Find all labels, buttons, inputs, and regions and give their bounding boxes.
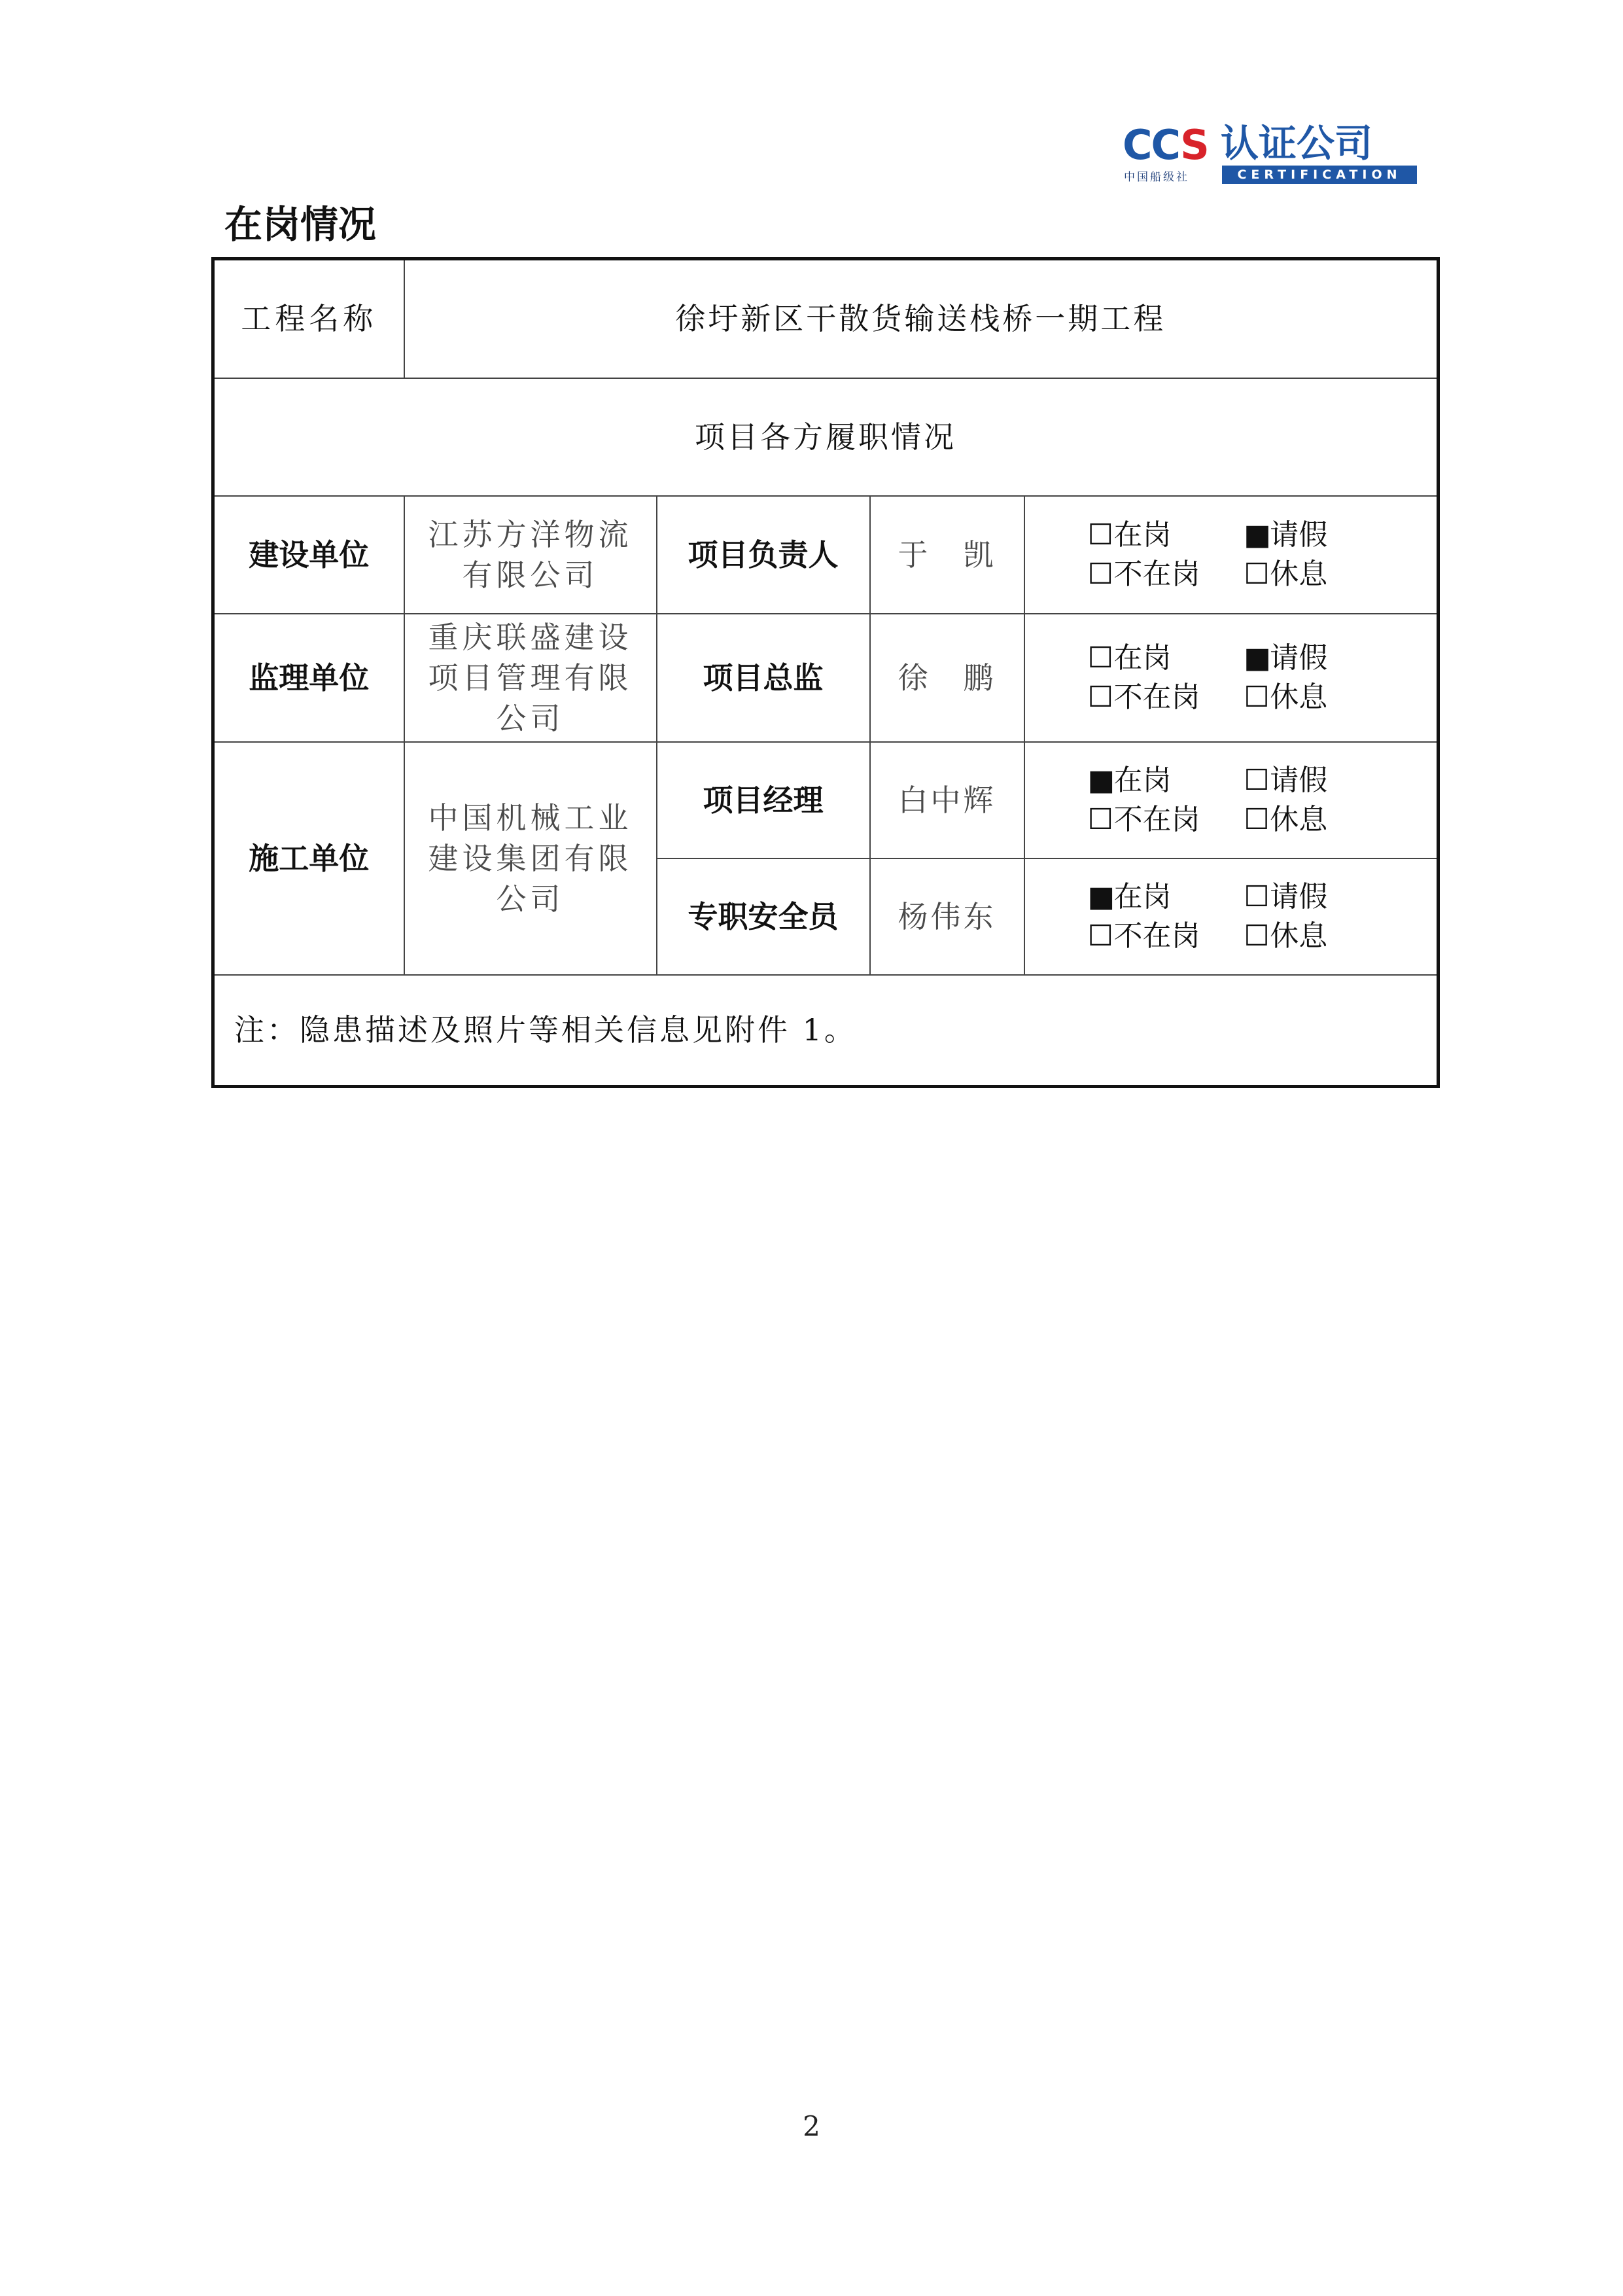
ccs-wordmark: CCS xyxy=(1123,121,1208,169)
table-row xyxy=(213,614,1439,742)
section-title: 在岗情况 xyxy=(224,202,377,247)
unit-label: 建设单位 xyxy=(213,496,404,614)
status-option[interactable]: ☐休息 xyxy=(1244,917,1400,956)
status-option[interactable]: ☐不在岗 xyxy=(1088,555,1244,594)
status-option[interactable]: ☐请假 xyxy=(1244,761,1400,800)
unit-label: 监理单位 xyxy=(213,614,404,742)
project-label: 工程名称 xyxy=(213,259,404,378)
project-name: 徐圩新区干散货输送栈桥一期工程 xyxy=(404,259,1439,378)
org-name: 中国机械工业建设集团有限公司 xyxy=(404,742,657,975)
table-row xyxy=(213,496,1439,614)
status-option[interactable]: ☐不在岗 xyxy=(1088,917,1244,956)
unit-label: 施工单位 xyxy=(213,742,404,975)
page-number: 2 xyxy=(803,2110,820,2142)
status-option[interactable]: ☐休息 xyxy=(1244,555,1400,594)
checkbox-icon: ■ xyxy=(1244,641,1271,675)
checkbox-icon: ☐ xyxy=(1244,802,1270,836)
person-name: 于 凯 xyxy=(870,496,1024,614)
status-option[interactable]: ☐不在岗 xyxy=(1088,678,1244,717)
org-name: 江苏方洋物流有限公司 xyxy=(404,496,657,614)
checkbox-icon: ☐ xyxy=(1244,763,1270,797)
checkbox-icon: ☐ xyxy=(1087,641,1113,675)
role-label: 专职安全员 xyxy=(657,858,870,975)
status-cell xyxy=(1024,496,1439,614)
checkbox-icon: ■ xyxy=(1087,763,1115,797)
status-option[interactable]: ☐休息 xyxy=(1244,800,1400,839)
checkbox-icon: ☐ xyxy=(1087,518,1113,552)
duties-header-row xyxy=(213,378,1439,496)
project-row xyxy=(213,259,1439,378)
checkbox-icon: ☐ xyxy=(1244,680,1270,714)
table-row xyxy=(213,742,1439,858)
status-option[interactable]: ■在岗 xyxy=(1088,877,1244,917)
checkbox-icon: ☐ xyxy=(1087,919,1113,953)
status-option[interactable]: ☐请假 xyxy=(1244,877,1400,917)
person-name: 白中辉 xyxy=(870,742,1024,858)
checkbox-icon: ☐ xyxy=(1244,879,1270,913)
person-name: 徐 鹏 xyxy=(870,614,1024,742)
checkbox-icon: ☐ xyxy=(1244,919,1270,953)
logo-brand-en: CERTIFICATION xyxy=(1222,166,1417,184)
org-name: 重庆联盛建设项目管理有限公司 xyxy=(404,614,657,742)
duties-header: 项目各方履职情况 xyxy=(213,378,1439,496)
status-option[interactable]: ☐在岗 xyxy=(1088,516,1244,555)
role-label: 项目总监 xyxy=(657,614,870,742)
note-row xyxy=(213,975,1439,1087)
status-option[interactable]: ■在岗 xyxy=(1088,761,1244,800)
role-label: 项目经理 xyxy=(657,742,870,858)
status-cell xyxy=(1024,614,1439,742)
checkbox-icon: ☐ xyxy=(1087,802,1113,836)
status-cell xyxy=(1024,742,1439,858)
logo-subtitle: 中国船级社 xyxy=(1124,171,1189,184)
checkbox-icon: ■ xyxy=(1244,518,1271,552)
duty-table xyxy=(211,257,1440,1088)
status-cell xyxy=(1024,858,1439,975)
logo-brand-cn: 认证公司 xyxy=(1221,121,1373,166)
person-name: 杨伟东 xyxy=(870,858,1024,975)
ccs-logo xyxy=(1123,122,1417,186)
checkbox-icon: ☐ xyxy=(1244,557,1270,591)
role-label: 项目负责人 xyxy=(657,496,870,614)
note-text: 注：隐患描述及照片等相关信息见附件 1。 xyxy=(213,975,1439,1087)
status-option[interactable]: ☐在岗 xyxy=(1088,639,1244,678)
checkbox-icon: ■ xyxy=(1087,879,1115,913)
status-option[interactable]: ☐不在岗 xyxy=(1088,800,1244,839)
checkbox-icon: ☐ xyxy=(1087,557,1113,591)
checkbox-icon: ☐ xyxy=(1087,680,1113,714)
status-option[interactable]: ☐休息 xyxy=(1244,678,1400,717)
status-option[interactable]: ■请假 xyxy=(1244,516,1400,555)
status-option[interactable]: ■请假 xyxy=(1244,639,1400,678)
